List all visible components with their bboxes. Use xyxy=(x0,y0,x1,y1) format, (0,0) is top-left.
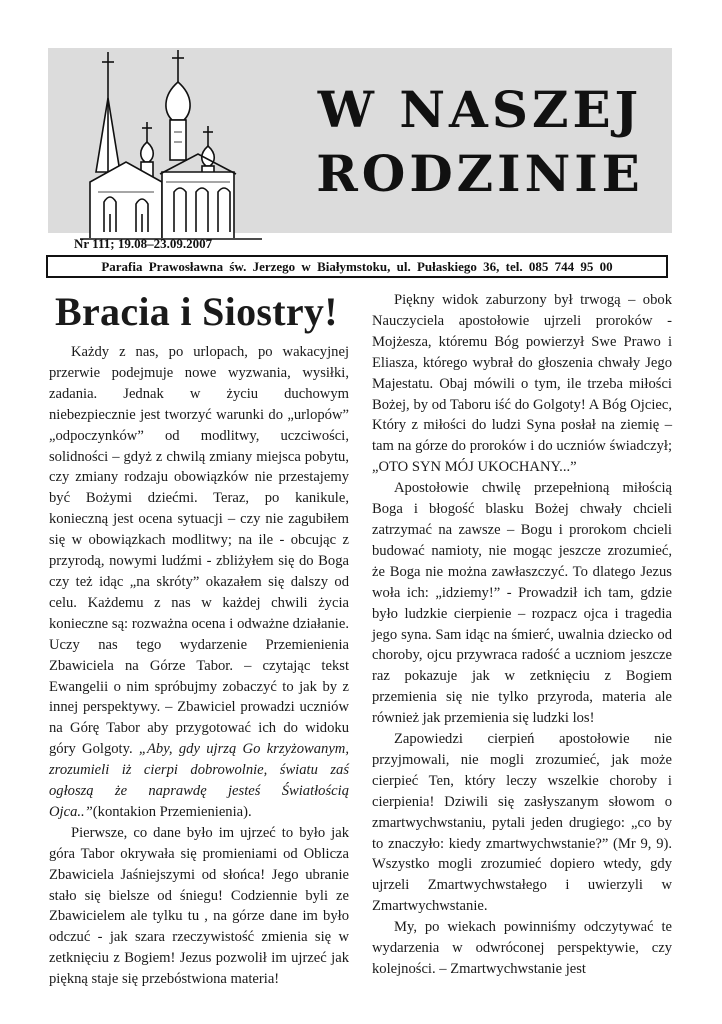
paragraph: Piękny widok zaburzony był trwogą – obok Nauczyciela apostołowie ujrzeli proroków - Mojżesza, któremu Bóg powierzył Swe Prawo i Eliasza, którego wybrał do głoszenia chwały Jego Majestatu. Obaj mówili o tym, ile trzeba miłości Bożej, by od Taboru iść do Golgoty! A Bóg Ojciec, Który z miłości do ludzi Syna posłał na ziemię – tam na górze do proroków i do uczniów świadczył; „OTO SYN MÓJ UKOCHANY...” xyxy=(372,292,672,476)
masthead-title xyxy=(300,78,660,206)
paragraph: Zapowiedzi cierpień apostołowie nie przyjmowali, nie mogli zrozumieć, jak może cierpieć Ten, który leczy wszelkie choroby i cierpienia! Dziwili się zasłyszanym słowom o zmartwychwstaniu, pytali jeden drugiego: „co by to znaczyło: kiedy zmartwychwstanie?” (Mr 9, 9). Wszystko mogli zrozumieć dopiero wtedy, gdy ujrzeli Zmartwychwstałego i uwierzyli w Zmartwychwstanie. xyxy=(372,731,672,915)
masthead-line-1: W NASZEJ xyxy=(317,80,643,139)
kontakion-quote: „Aby, gdy ujrzą Go krzyżowanym, zrozumieli iż cierpi dobrowolnie, światu zaś ogłoszą że naprawdę jesteś Światłością Ojca..” xyxy=(49,741,349,820)
paragraph: Każdy z nas, po urlopach, po wakacyjnej przerwie podejmuje nowe wyzwania, wysiłki, zadania. Jednak w życiu duchowym niebezpiecznie jest tworzyć warunki do „urlopów” „odpoczynków” od modlitwy, uczciwości, solidności – gdyż z chwilą zmiany miejsca pobytu, czy zmiany rodzaju obowiązków nie przestajemy być Bożymi dziećmi. Teraz, po kanikule, konieczną jest ocena sytuacji – czy nie zagubiłem się w obowiązkach modlitwy; na ile - obcując z przyrodą, nowymi ludźmi - zbliżyłem się do Boga czy też idąc „na skróty” okazałem się dalszy od celu. Każdemu z nas w każdej chwili życia konieczne są: rozważna ocena i odważne działanie. Uczy nas tego wydarzenie Przemienienia Zbawiciela na Górze Tabor. – czytając tekst Ewangelii o nim spróbujmy zobaczyć to jak by z innej perspektywy. – Zbawiciel prowadzi uczniów na Górę Tabor aby przygotować ich do widoku góry Golgoty. „Aby, gdy ujrzą Go krzyżowanym, zrozumieli iż cierpi dobrowolnie, światu zaś ogłoszą że naprawdę jesteś Światłością Ojca..”(kontakion Przemienienia). xyxy=(49,344,349,820)
issue-number: Nr 111; 19.08–23.09.2007 xyxy=(74,236,213,251)
article-headline: Bracia i Siostry! xyxy=(55,289,338,334)
paragraph: My, po wiekach powinniśmy odczytywać te wydarzenia w odwróconej perspektywie, czy kolejności. – Zmartwychwstanie jest xyxy=(372,919,672,977)
paragraph: Pierwsze, co dane było im ujrzeć to było jak góra Tabor okrywała się promieniami od Oblicza Zbawiciela Jaśniejszymi od słońca! Jego ubranie stało się bielsze od śniegu! Codziennie byli ze Zbawicielem ale tylku tu , na górze dane im było odczuć - jak szara rzeczywistość zmienia się w zetknięciu z Bogiem! Jezus pozwolił im ujrzeć jak piękną staje się przebóstwiona materia! xyxy=(49,824,349,988)
right-column xyxy=(372,290,672,980)
parish-address: Parafia Prawosławna św. Jerzego w Białymstoku, ul. Pułaskiego 36, tel. 085 744 95 00 xyxy=(46,255,668,278)
masthead-line-2: RODZINIE xyxy=(316,144,644,203)
church-illustration xyxy=(50,42,270,242)
paragraph: Apostołowie chwilę przepełnioną miłością Boga i błogość blasku Bożej chwały chcieli zatrzymać na zawsze – Bogu i prorokom chcieli budować namioty, nie mogąc jeszcze zrozumieć, że Boga nie można zawłaszczyć. To dlatego Jezus woła ich: „idziemy!” - Prowadził ich tam, gdzie było ludzkie cierpienie – rozpacz ojca i tragedia jego syna. Sam idąc na śmierć, uwalnia dziecko od choroby, ojcu przywraca radość a uczniom jeszcze raz pokazuje jak w zetknięciu z Bogiem przemienia się nie tylko przyroda, materia ale również jak przemienia się ludzki los! xyxy=(372,480,672,727)
left-column xyxy=(49,290,349,990)
